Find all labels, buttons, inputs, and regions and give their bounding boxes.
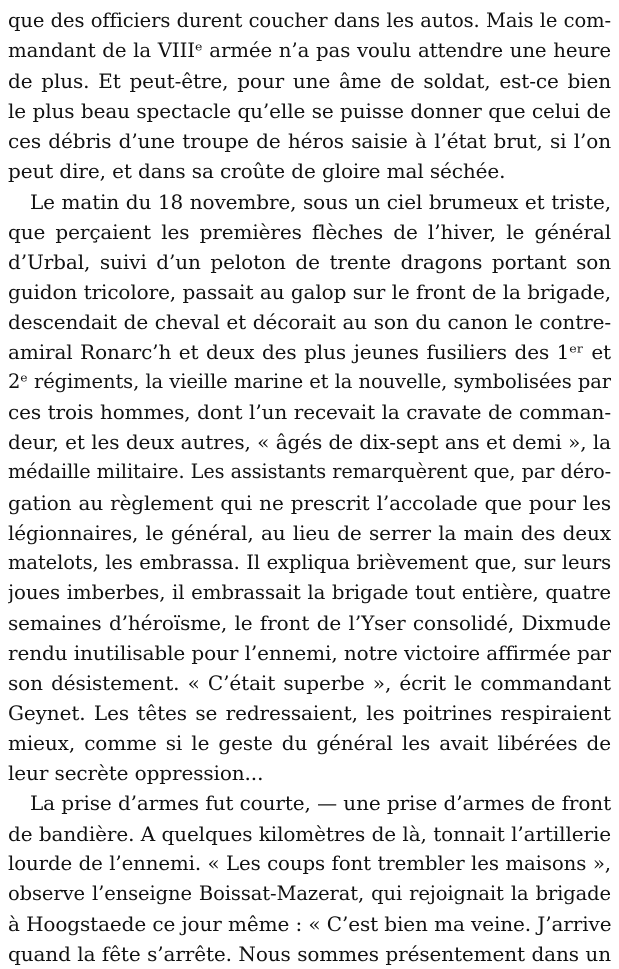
text-line: mandant de la VIIIᵉ armée n’a pas voulu attendre une heure [8,39,611,63]
paragraph-2 [8,187,611,789]
text-line: ces trois hommes, dont l’un recevait la cravate de comman- [8,400,611,425]
text-line: matelots, les embrassa. Il expliqua brièvement que, sur leurs [8,550,611,574]
text-line: lourde de l’ennemi. « Les coups font trembler les maisons », [8,851,611,875]
text-line: La prise d’armes fut courte, — une prise d’armes de front [30,791,611,816]
text-line: d’Urbal, suivi d’un peloton de trente dragons portant son [8,249,611,274]
text-line: médaille militaire. Les assistants remarquèrent que, par déro- [8,460,611,484]
text-line: mieux, comme si le geste du général les avait libérées de [8,731,611,756]
text-line: semaines d’héroïsme, le front de l’Yser consolidé, Dixmude [8,610,611,635]
text-line: que des officiers durent coucher dans les autos. Mais le com- [8,9,611,32]
text-line: de plus. Et peut-être, pour une âme de soldat, est-ce bien [8,69,611,94]
text-line: 2ᵉ régiments, la vieille marine et la nouvelle, symbolisées par [8,370,611,394]
text-line: rendu inutilisable pour l’ennemi, notre victoire affirmée par [8,640,611,665]
text-line: observe l’enseigne Boissat-Mazerat, qui rejoignait la brigade [8,881,611,905]
text-line: guidon tricolore, passait au galop sur le front de la brigade, [8,279,611,304]
text-line: légionnaires, le général, au lieu de serrer la main des deux [8,520,611,545]
text-line: gation au règlement qui ne prescrit l’accolade que pour les [8,490,611,515]
text-line: peut dire, et dans sa croûte de gloire mal séchée. [8,159,506,184]
text-line: deur, et les deux autres, « âgés de dix-sept ans et demi », la [8,430,611,455]
text-line: ces débris d’une troupe de héros saisie à l’état brut, si l’on [8,129,611,154]
text-line: que perçaient les premières flèches de l’hiver, le général [8,219,611,244]
text-line: de bandière. A quelques kilomètres de là, tonnait l’artillerie [8,821,611,846]
text-line: Le matin du 18 novembre, sous un ciel brumeux et triste, [30,189,611,214]
text-line: leur secrète oppression... [8,761,264,786]
text-line: le plus beau spectacle qu’elle se puisse donner que celui de [8,99,611,124]
text-line: à Hoogstaede ce jour même : « C’est bien ma veine. J’arrive [8,911,611,936]
text-line: joues imberbes, il embrassait la brigade tout entière, quatre [8,580,611,604]
paragraph-1 [8,6,611,187]
text-line: amiral Ronarc’h et deux des plus jeunes fusiliers des 1ᵉʳ et [8,340,611,365]
paragraph-3 [8,788,611,969]
text-line: descendait de cheval et décorait au son du canon le contre- [8,309,611,334]
text-line: son désistement. « C’était superbe », écrit le commandant [8,671,611,696]
text-line: quand la fête s’arrête. Nous sommes présentement dans un [8,941,611,966]
text-line: Geynet. Les têtes se redressaient, les poitrines respiraient [8,701,611,726]
